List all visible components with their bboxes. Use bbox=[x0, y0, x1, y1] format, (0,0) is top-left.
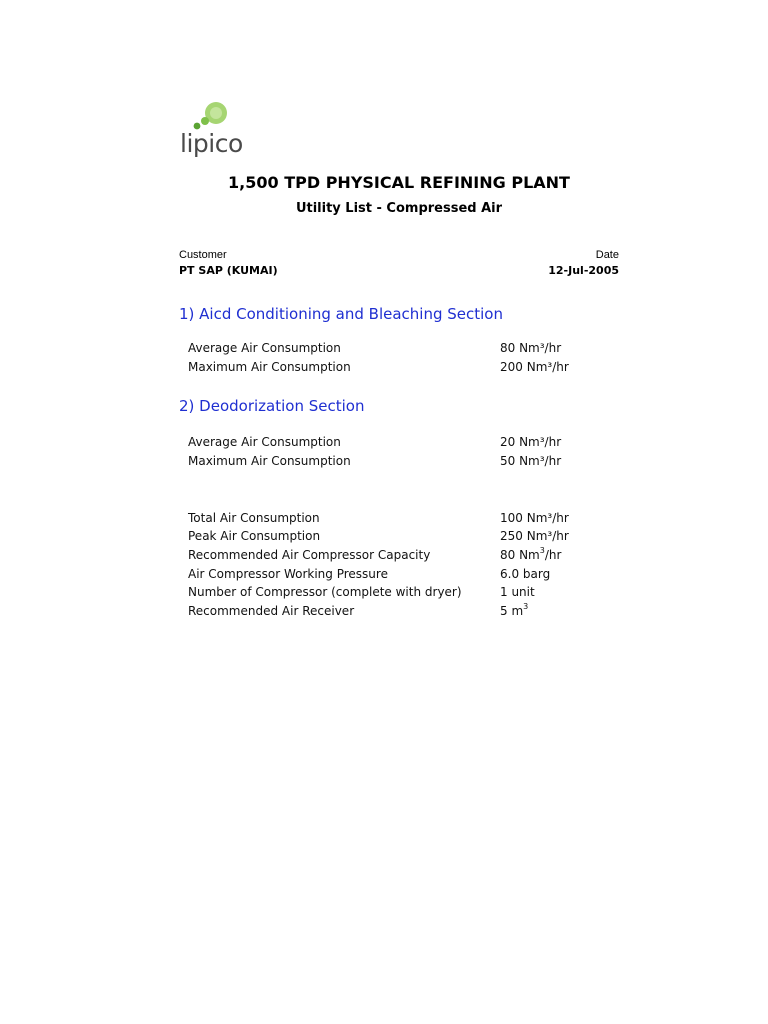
date-label: Date bbox=[595, 249, 619, 261]
row-label: Maximum Air Consumption bbox=[188, 454, 351, 468]
summary-label: Peak Air Consumption bbox=[188, 529, 321, 543]
summary-value: 100 Nm³/hr bbox=[500, 511, 569, 525]
summary-value: 80 Nm$^3$/hr bbox=[500, 546, 562, 562]
customer-value: PT SAP (KUMAI) bbox=[179, 264, 278, 277]
row-label: Maximum Air Consumption bbox=[188, 360, 351, 374]
summary-value: 250 Nm³/hr bbox=[500, 529, 569, 543]
summary-label: Total Air Consumption bbox=[188, 511, 320, 525]
company-logo bbox=[179, 100, 259, 160]
row-value: 80 Nm³/hr bbox=[500, 341, 562, 355]
date-value: 12-Jul-2005 bbox=[548, 264, 619, 277]
page-title: 1,500 TPD PHYSICAL REFINING PLANT bbox=[228, 173, 570, 192]
section-heading-deodorization: 2) Deodorization Section bbox=[179, 397, 365, 415]
row-label: Average Air Consumption bbox=[188, 435, 341, 449]
page-subtitle: Utility List - Compressed Air bbox=[295, 201, 503, 216]
summary-value: 5 $m^3$ bbox=[500, 602, 529, 618]
summary-value: 1 unit bbox=[500, 585, 535, 599]
customer-label: Customer bbox=[179, 249, 227, 261]
row-value: 200 Nm³/hr bbox=[500, 360, 569, 374]
section-heading-bleaching: 1) Aicd Conditioning and Bleaching Section bbox=[179, 305, 503, 323]
row-label: Average Air Consumption bbox=[188, 341, 341, 355]
summary-label: Recommended Air Compressor Capacity bbox=[188, 548, 431, 562]
summary-value: 6.0 barg bbox=[500, 567, 551, 581]
summary-label: Air Compressor Working Pressure bbox=[188, 567, 388, 581]
logo-swirl-icon bbox=[179, 100, 239, 132]
summary-label: Recommended Air Receiver bbox=[188, 604, 355, 618]
summary-label: Number of Compressor (complete with dryer) bbox=[188, 585, 462, 599]
row-value: 20 Nm³/hr bbox=[500, 435, 562, 449]
row-value: 50 Nm³/hr bbox=[500, 454, 562, 468]
logo-text: lipico bbox=[180, 129, 243, 158]
